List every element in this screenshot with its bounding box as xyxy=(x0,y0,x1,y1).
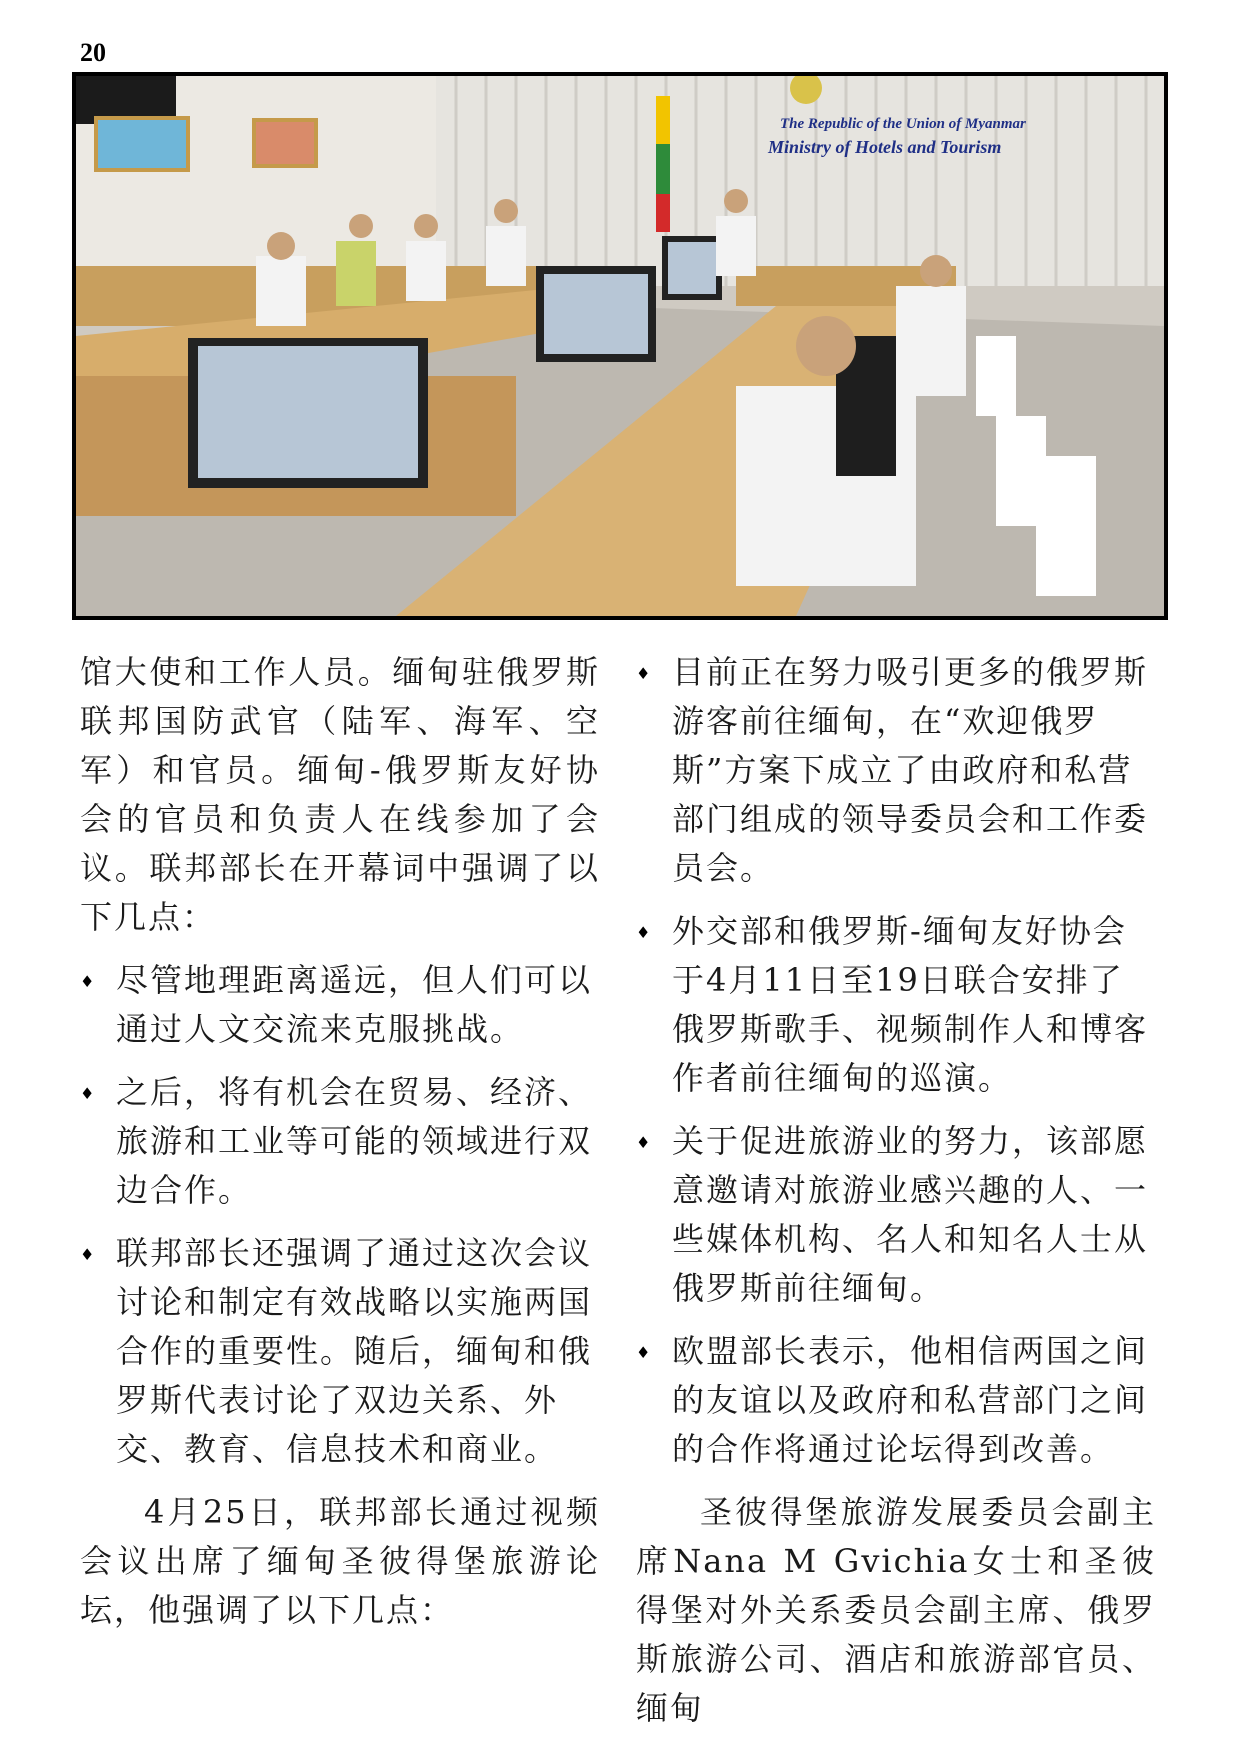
diamond-bullet-icon: ♦ xyxy=(636,923,653,942)
left-closing-paragraph: 4月25日，联邦部长通过视频会议出席了缅甸圣彼得堡旅游论坛，他强调了以下几点： xyxy=(80,1493,600,1629)
diamond-bullet-icon: ♦ xyxy=(636,1133,653,1152)
meeting-photo xyxy=(72,72,1168,620)
page-number: 20 xyxy=(80,38,106,67)
left-bullet-list xyxy=(80,956,600,1474)
list-item-text: 欧盟部长表示，他相信两国之间的友谊以及政府和私营部门之间的合作将通过论坛得到改善。 xyxy=(672,1332,1149,1468)
right-closing-paragraph: 圣彼得堡旅游发展委员会副主席Nana M Gvichia女士和圣彼得堡对外关系委员会副主席、俄罗斯旅游公司、酒店和旅游部官员、缅甸 xyxy=(636,1493,1156,1727)
right-column xyxy=(636,648,1156,1733)
diamond-bullet-icon: ♦ xyxy=(80,1084,97,1103)
list-item xyxy=(636,907,1156,1103)
list-item-text: 联邦部长还强调了通过这次会议讨论和制定有效战略以实施两国合作的重要性。随后，缅甸和俄罗斯代表讨论了双边关系、外交、教育、信息技术和商业。 xyxy=(116,1234,593,1468)
list-item-text: 之后，将有机会在贸易、经济、旅游和工业等可能的领域进行双边合作。 xyxy=(116,1073,593,1209)
list-item-text: 目前正在努力吸引更多的俄罗斯游客前往缅甸，在“欢迎俄罗斯”方案下成立了由政府和私营部门组成的领导委员会和工作委员会。 xyxy=(672,653,1149,887)
list-item xyxy=(636,1327,1156,1474)
list-item xyxy=(80,1068,600,1215)
list-item xyxy=(80,1229,600,1474)
list-item-text: 关于促进旅游业的努力，该部愿意邀请对旅游业感兴趣的人、一些媒体机构、名人和知名人士从俄罗斯前往缅甸。 xyxy=(672,1122,1149,1307)
diamond-bullet-icon: ♦ xyxy=(80,972,97,991)
diamond-bullet-icon: ♦ xyxy=(636,1343,653,1362)
right-bullet-list xyxy=(636,648,1156,1474)
list-item-text: 尽管地理距离遥远，但人们可以通过人文交流来克服挑战。 xyxy=(116,961,593,1048)
list-item xyxy=(636,1117,1156,1313)
left-column xyxy=(80,648,600,1635)
ministry-sign xyxy=(768,116,1026,158)
list-item xyxy=(80,956,600,1054)
diamond-bullet-icon: ♦ xyxy=(80,1245,97,1264)
diamond-bullet-icon: ♦ xyxy=(636,664,653,683)
list-item xyxy=(636,648,1156,893)
list-item-text: 外交部和俄罗斯-缅甸友好协会于4月11日至19日联合安排了俄罗斯歌手、视频制作人和博客作者前往缅甸的巡演。 xyxy=(672,912,1149,1097)
ministry-sign-line1: The Republic of the Union of Myanmar xyxy=(780,116,1026,132)
left-intro-paragraph: 馆大使和工作人员。缅甸驻俄罗斯联邦国防武官（陆军、海军、空军）和官员。缅甸-俄罗斯友好协会的官员和负责人在线参加了会议。联邦部长在开幕词中强调了以下几点： xyxy=(80,653,600,936)
ministry-sign-line2: Ministry of Hotels and Tourism xyxy=(768,137,1002,157)
